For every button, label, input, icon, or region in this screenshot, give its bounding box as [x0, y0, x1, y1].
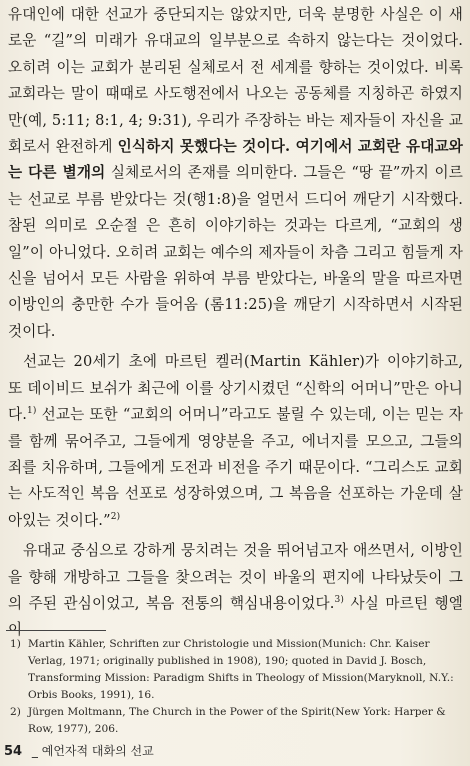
text-line: 실체로서의 존재를 의미한다. 그들은 “땅 끝”까지 이르는 선교로 부름: [8, 164, 464, 208]
text-line: 것이다.”: [55, 511, 111, 529]
text-line: 주된 관심이었고, 복음 전통의 핵심내용이었다.: [28, 594, 335, 612]
footnote-ref[interactable]: 2): [110, 511, 121, 522]
footnote-ref[interactable]: 1): [27, 406, 37, 417]
text-line: 치유하며, 그들에게 도전과 비전을 주기 때문이다. “그리스도 교회는: [8, 458, 463, 503]
text-line: 교회는 예수의 제자들이 차츰 그리고 힘들게 자신을 넘어서 모든 사람을: [8, 243, 463, 288]
footnote-text: Jürgen Moltmann, The Church in the Power of the Spirit(New York: Harper & Row, 1977), 206.: [28, 706, 446, 735]
text-line: 사실 마르틴 헹엘이: [8, 594, 463, 639]
text-line: 선교는 또한 “교회의 어머니”라고도 불릴 수 있는데, 이는 믿는 자를: [8, 406, 463, 450]
text-line: 받았다는 것(행1:8)을 얼먼서 드디어 깨닫기 시작했다. 참된 의미로 오순절: [8, 190, 463, 235]
text-line: (롬11:25)을 깨닫기 시작하면서 시작된 것이다.: [8, 296, 463, 340]
text-line: 말이 때때로 사도행전에서 나오는 공동체를 지칭하곤 하였지만(예, 5:11;: [8, 85, 463, 129]
paragraph-2: [8, 349, 463, 534]
text-line: 유대인에 대한 선교가 중단되지는 않았지만, 더욱 분명한 사실은 이 새로운: [8, 6, 463, 50]
text-line: 향해 개방하고 그들을 찾으려는 것이 바울의 편지에 나타났듯이 그의: [8, 568, 463, 612]
text-line: “길”의 미래가 유대교의 일부분으로 속하지 않는다는 것이었다. 오히려: [8, 32, 463, 76]
text-line: 사도적인 복음 선포로 성장하였으며, 그 복음을 선포하는 가운데 살아있는: [8, 485, 463, 529]
text-line: 데이비드 보쉬가 최근에 이를 상기시켰던 “신학의 어머니”만은 아니다.: [8, 379, 463, 424]
body-text: [8, 2, 463, 644]
text-line: 함께 묶어주고, 그들에게 영양분을 주고, 에너지를 모으고, 그들의 죄를: [8, 432, 463, 476]
footnote-text: Martin Kähler, Schriften zur Christologie und Mission(Munich: Chr. Kaiser Verlag, 1971; originally published in 1908), 190; quoted in David J. Bosch, Transforming Mission: Paradigm Shifts in Theology of Mission(Maryknoll, N.Y.: Orbis Books, 1991), 16.: [28, 638, 454, 701]
footnote-item: [10, 636, 462, 704]
footnote-rule: [6, 630, 106, 631]
footnote-ref[interactable]: 3): [334, 595, 345, 606]
footnote-number: 1): [10, 638, 21, 650]
running-title: _ 예언자적 대화의 선교: [31, 744, 154, 758]
page-footer: [4, 742, 154, 759]
text-line: 인식하지 못했다는 것이다. 여기에서 교회란 유대교와는 다른 별개의: [8, 138, 464, 182]
text-line: 이는 교회가 분리된 실체로서 전 세계를 향하는 것이었다. 비록 교회라는: [8, 58, 463, 103]
footnote-number: 2): [10, 706, 21, 718]
footnote-item: [10, 704, 462, 738]
paragraph-1: [8, 2, 463, 345]
text-line: 은 흔히 이야기하는 것과는 다르게, “교회의 생일”이 아니었다. 오히려: [8, 217, 464, 261]
footnotes: [10, 636, 462, 738]
text-line: 유대교 중심으로 강하게 뭉치려는 것을 뛰어넘고자 애쓰면서, 이방인을: [8, 542, 463, 586]
text-line: 위하여 부름 받았다는, 바울의 말을 따르자면 이방인의 충만한 수가 들어옴: [8, 270, 463, 314]
paragraph-3: [8, 538, 463, 644]
text-line: 선교는 20세기 초에 마르틴 켈러(Martin Kähler)가 이야기하고, 또: [8, 353, 463, 397]
text-line: 8:1, 4; 9:31), 우리가 주장하는 바는 제자들이 자신을 교회로서 완전하게: [8, 111, 463, 156]
page-number: 54: [4, 744, 23, 759]
